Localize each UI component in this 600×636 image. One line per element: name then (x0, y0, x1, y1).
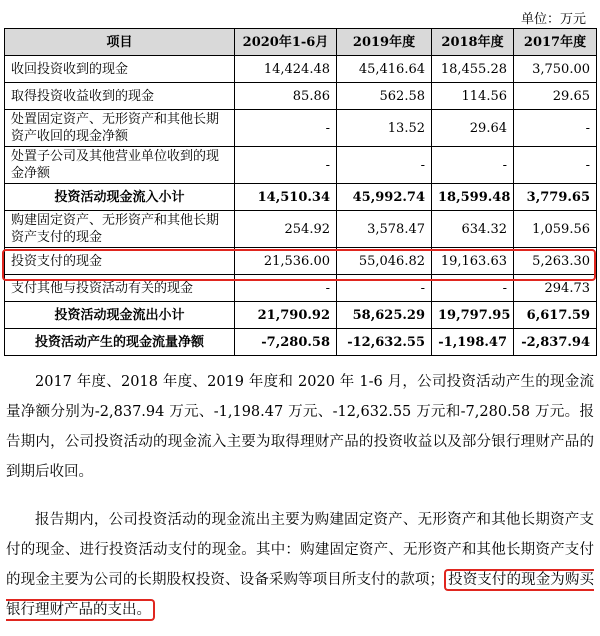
row-label: 取得投资收益收到的现金 (5, 83, 235, 110)
column-header: 2019年度 (337, 29, 432, 56)
cell-value: 29.64 (432, 110, 514, 147)
column-header: 2018年度 (432, 29, 514, 56)
cell-value: 58,625.29 (337, 302, 432, 329)
cell-value: 14,424.48 (235, 56, 337, 83)
row-label: 投资活动现金流出小计 (5, 302, 235, 329)
cell-value: 6,617.59 (514, 302, 597, 329)
column-header: 2020年1-6月 (235, 29, 337, 56)
unit-label: 单位：万元 (520, 12, 586, 27)
cell-value: 5,263.30 (514, 248, 597, 275)
row-label: 处置子公司及其他营业单位收到的现金净额 (5, 147, 235, 184)
cash-flow-table (4, 28, 597, 356)
table-row (5, 147, 597, 184)
table-row (5, 83, 597, 110)
table-row (5, 56, 597, 83)
cell-value: 13.52 (337, 110, 432, 147)
cell-value: 21,790.92 (235, 302, 337, 329)
cell-value: - (235, 275, 337, 302)
cell-value: 294.73 (514, 275, 597, 302)
row-label: 处置固定资产、无形资产和其他长期资产收回的现金净额 (5, 110, 235, 147)
cell-value: 21,536.00 (235, 248, 337, 275)
cell-value: - (337, 275, 432, 302)
cell-value: 18,599.48 (432, 184, 514, 211)
paragraph-text: 报告期内，公司投资活动的现金流出主要为购建固定资产、无形资产和其他长期资产支付的现金、进行投资活动支付的现金。其中：购建固定资产、无形资产和其他长期资产支付的现金主要为公司的长期股权投资、设备采购等项目所支付的款项； (6, 512, 594, 588)
row-label: 投资活动现金流入小计 (5, 184, 235, 211)
column-header: 2017年度 (514, 29, 597, 56)
paragraph-net-cash-flow: 2017 年度、2018 年度、2019 年度和 2020 年 1-6 月，公司投资活动产生的现金流量净额分别为-2,837.94 万元、-1,198.47 万元、-12,632.55 万元和-7,280.58 万元。报告期内，公司投资活动的现金流入主要为取得理财产品的投资收益以及部分银行理财产品的到期后收回。 (6, 374, 594, 480)
cell-value: 114.56 (432, 83, 514, 110)
cell-value: - (432, 275, 514, 302)
cell-value: 3,779.65 (514, 184, 597, 211)
cell-value: -7,280.58 (235, 329, 337, 356)
table-row-subtotal (5, 184, 597, 211)
row-label: 投资支付的现金 (5, 248, 235, 275)
row-label: 购建固定资产、无形资产和其他长期资产支付的现金 (5, 211, 235, 248)
row-label: 支付其他与投资活动有关的现金 (5, 275, 235, 302)
table-header-row (5, 29, 597, 56)
table-row-highlighted (5, 248, 597, 275)
cell-value: - (235, 147, 337, 184)
cell-value: - (337, 147, 432, 184)
table-row (5, 275, 597, 302)
cell-value: 634.32 (432, 211, 514, 248)
cell-value: 45,416.64 (337, 56, 432, 83)
row-label: 收回投资收到的现金 (5, 56, 235, 83)
table-row-subtotal (5, 302, 597, 329)
cell-value: 85.86 (235, 83, 337, 110)
paragraph-cash-outflow (6, 505, 594, 625)
cell-value: 29.65 (514, 83, 597, 110)
cell-value: 18,455.28 (432, 56, 514, 83)
cell-value: 19,797.95 (432, 302, 514, 329)
cell-value: 14,510.34 (235, 184, 337, 211)
row-label: 投资活动产生的现金流量净额 (5, 329, 235, 356)
cell-value: - (514, 147, 597, 184)
cell-value: 55,046.82 (337, 248, 432, 275)
cell-value: -1,198.47 (432, 329, 514, 356)
cell-value: 1,059.56 (514, 211, 597, 248)
cell-value: 19,163.63 (432, 248, 514, 275)
cell-value: 3,750.00 (514, 56, 597, 83)
cell-value: - (514, 110, 597, 147)
cell-value: 562.58 (337, 83, 432, 110)
cell-value: 254.92 (235, 211, 337, 248)
cell-value: -2,837.94 (514, 329, 597, 356)
highlighted-sentence: 投资支付的现金为购买银行理财产品的支出。 (6, 569, 594, 621)
cell-value: - (432, 147, 514, 184)
table-row (5, 110, 597, 147)
table-row-total (5, 329, 597, 356)
table-row (5, 211, 597, 248)
column-header: 项目 (5, 29, 235, 56)
cell-value: -12,632.55 (337, 329, 432, 356)
cell-value: - (235, 110, 337, 147)
cell-value: 3,578.47 (337, 211, 432, 248)
cell-value: 45,992.74 (337, 184, 432, 211)
